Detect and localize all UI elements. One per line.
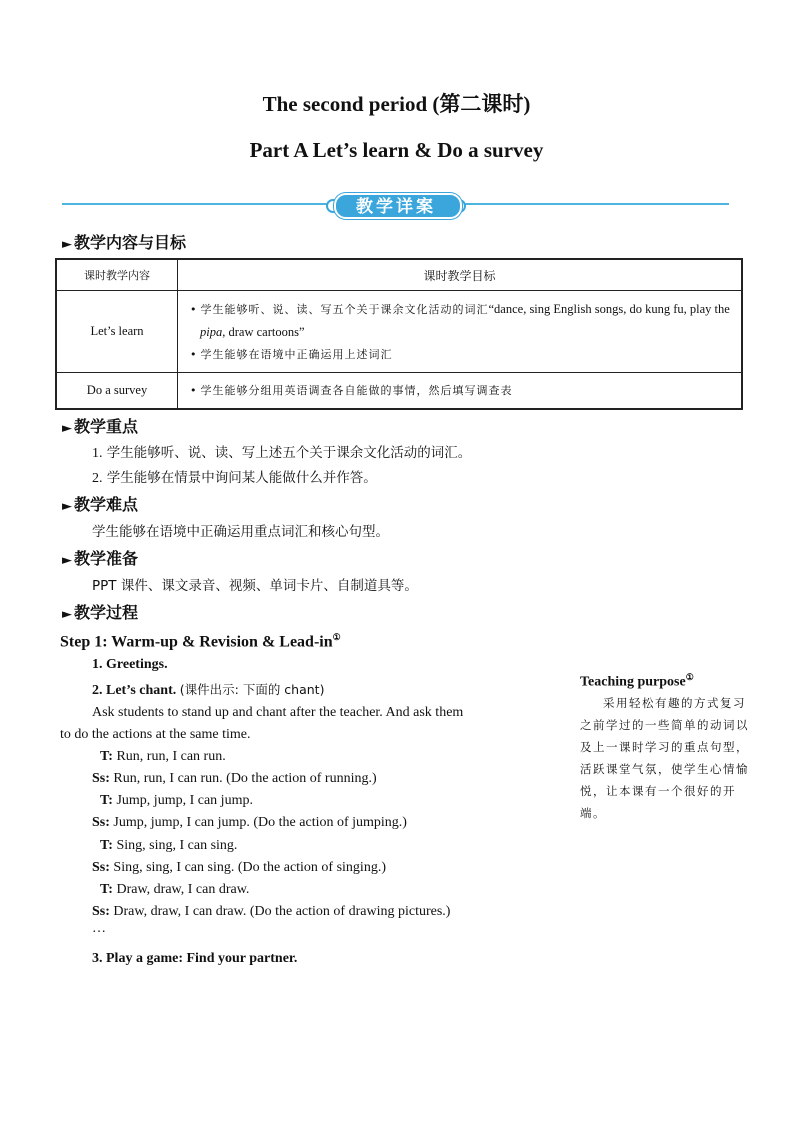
goal-text: 学生能够在语境中正确运用上述词汇 [200, 347, 393, 361]
dialogue-line [100, 882, 249, 898]
section-process-label: 教学过程 [74, 603, 139, 622]
banner-text: 教学详案 [356, 197, 436, 217]
section-process [62, 600, 138, 623]
triangle-icon: ► [62, 607, 72, 622]
dialogue-text: Sing, sing, I can sing. (Do the action of singing.) [113, 860, 386, 875]
game-item: 3. Play a game: Find your partner. [92, 951, 298, 966]
list-item [92, 466, 377, 487]
speaker-label: T: [100, 793, 113, 808]
section-content-goals-label: 教学内容与目标 [74, 233, 187, 252]
step1-title-text: Step 1: Warm-up & Revision & Lead-in [60, 633, 333, 651]
dialogue-text: Draw, draw, I can draw. (Do the action of drawing pictures.) [113, 904, 451, 919]
dialogue-text: Jump, jump, I can jump. [116, 793, 253, 808]
bullet-icon: • [190, 302, 198, 316]
chant-title: 2. Let’s chant. [92, 683, 177, 698]
dialogue-text: Run, run, I can run. (Do the action of running.) [113, 771, 377, 786]
sidebar-title-text: Teaching purpose [580, 674, 686, 690]
dialogue-text: Jump, jump, I can jump. (Do the action of jumping.) [113, 815, 407, 830]
speaker-label: Ss: [92, 771, 110, 786]
goal-text-italic: pipa [200, 324, 223, 339]
dialogue-line [92, 860, 386, 876]
sidebar-body: 采用轻松有趣的方式复习之前学过的一些简单的动词以及上一课时学习的重点句型，活跃课堂气氛，使学生心情愉悦，让本课有一个很好的开端。 [580, 696, 749, 820]
dialogue-line [100, 793, 253, 809]
table-cell-do-a-survey-goals [178, 373, 743, 410]
triangle-icon: ► [62, 421, 72, 436]
dialogue-text: Run, run, I can run. [116, 749, 226, 764]
list-text: 学生能够听、说、读、写上述五个关于课余文化活动的词汇。 [106, 445, 472, 461]
table-cell-do-a-survey: Do a survey [56, 373, 178, 410]
table-cell-lets-learn-goals [178, 291, 743, 373]
chant-note: (课件出示: 下面的 chant) [179, 682, 325, 697]
list-number: 1. [92, 446, 103, 461]
table-cell-lets-learn: Let’s learn [56, 291, 178, 373]
triangle-icon: ► [62, 553, 72, 568]
goal-item [186, 298, 733, 343]
goal-text: 学生能够分组用英语调查各自能做的事情，然后填写调查表 [200, 384, 513, 397]
dialogue-text: Draw, draw, I can draw. [116, 882, 250, 897]
chant-intro-line1: Ask students to stand up and chant after the teacher. And ask them [92, 705, 464, 720]
banner-line-right [463, 203, 729, 205]
banner-line-left [62, 203, 330, 205]
sidebar-title [580, 672, 694, 691]
ellipsis: … [92, 921, 106, 936]
dialogue-line [92, 771, 377, 787]
section-preparation-label: 教学准备 [74, 549, 139, 568]
triangle-icon: ► [62, 237, 72, 252]
preparation-text: PPT 课件、课文录音、视频、单词卡片、自制道具等。 [92, 578, 418, 594]
dialogue-line [100, 838, 237, 854]
chant-heading [92, 680, 324, 699]
dialogue-line [92, 904, 450, 920]
speaker-label: Ss: [92, 860, 110, 875]
speaker-label: T: [100, 749, 113, 764]
page-subtitle: Part A Let’s learn & Do a survey [249, 138, 544, 162]
objectives-table [55, 258, 743, 410]
greetings: 1. Greetings. [92, 657, 168, 672]
list-text: 学生能够在情景中询问某人能做什么并作答。 [106, 470, 377, 486]
bullet-icon: • [190, 347, 198, 361]
section-content-goals [62, 230, 186, 253]
goal-text-en: “dance, sing English songs, do kung fu, play the [488, 301, 730, 316]
speaker-label: T: [100, 882, 113, 897]
goal-item [186, 343, 733, 366]
speaker-label: Ss: [92, 815, 110, 830]
section-key-points [62, 414, 138, 437]
goal-text-tail: , draw cartoons” [222, 324, 305, 339]
section-difficulties-label: 教学难点 [74, 495, 139, 514]
section-preparation [62, 546, 138, 569]
list-number: 2. [92, 471, 103, 486]
difficulty-text: 学生能够在语境中正确运用重点词汇和核心句型。 [92, 524, 389, 540]
section-difficulties [62, 492, 138, 515]
goal-item [186, 379, 733, 402]
section-key-points-label: 教学重点 [74, 417, 139, 436]
table-header-content: 课时教学内容 [56, 259, 178, 291]
dialogue-text: Sing, sing, I can sing. [116, 838, 238, 853]
table-row [56, 291, 742, 373]
footnote-mark: ① [685, 672, 694, 682]
table-header-row [56, 259, 742, 291]
footnote-mark: ① [332, 632, 341, 642]
speaker-label: Ss: [92, 904, 110, 919]
table-row [56, 373, 742, 410]
speaker-label: T: [100, 838, 113, 853]
dialogue-line [100, 749, 226, 765]
list-item [92, 441, 471, 462]
dialogue-line [92, 815, 407, 831]
section-banner [326, 190, 466, 218]
page-title: The second period (第二课时) [262, 92, 531, 116]
bullet-icon: • [190, 384, 198, 397]
chant-intro-line2: to do the actions at the same time. [60, 727, 251, 742]
table-header-goals: 课时教学目标 [178, 259, 743, 291]
step1-title [60, 632, 341, 651]
goal-text-zh: 学生能够听、说、读、写五个关于课余文化活动的词汇 [200, 302, 489, 316]
triangle-icon: ► [62, 499, 72, 514]
